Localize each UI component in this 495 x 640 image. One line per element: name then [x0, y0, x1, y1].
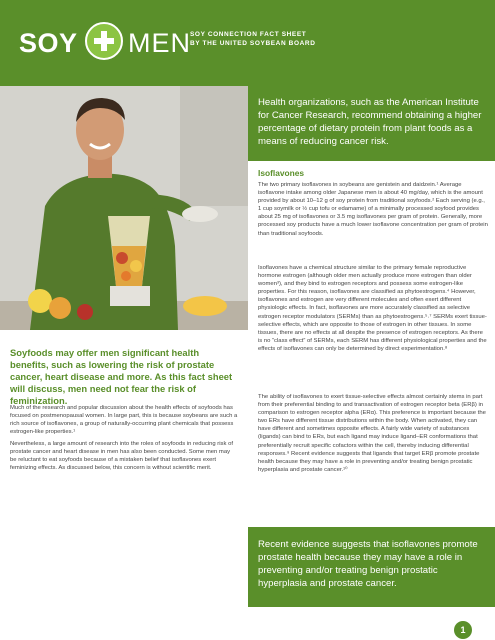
callout-top-text: Health organizations, such as the American Institute for Cancer Research, recommend obtaining a higher percentage of dietary protein from plant foods as a means of reducing cancer risk. [258, 97, 482, 147]
left-heading: Soyfoods may offer men significant health benefits, such as lowering the risk of prostate cancer, heart disease and more. As this fact sheet will discuss, men need not fear the risk of feminization. [10, 347, 233, 407]
factsheet-subtitle [190, 30, 316, 48]
plus-logo-icon [85, 22, 123, 60]
logo-men-text: MEN [128, 28, 191, 58]
paragraph-estrogen-receptors: The ability of isoflavones to exert tissue-selective effects almost certainly stems in part from their preferential binding to and transactivation of estrogen receptor beta (ERβ) in comparison to estrogen receptor alpha (ERα). This preference is important because the two ERs have different tissue distributions within the body. When activated, they can have different and sometimes opposite effects. A fairly wide variety of substances (ligands) can bind to ERs, but each ligand may induce ligand–ER conformations that preferentially recruit specific cofactors within the cell, thereby inducing differential responses.⁹ Recent evidence suggests that ligands that target ERβ promote prostate health because they may have a role in preventing and/or treating benign prostatic hyperplasia and prostate cancer.¹⁰ [258, 394, 486, 473]
man-with-blender-illustration [0, 86, 248, 330]
logo-soy-text: SOY [19, 28, 78, 58]
section-title-isoflavones: Isoflavones [258, 168, 305, 178]
paragraph-isoflavones-serms: Isoflavones have a chemical structure similar to the primary female reproductive hormone estrogen (although older men actually produce more estrogen than older women³), and they bind to estrogen receptors and possess some estrogen-like properties. For this reason, isoflavones are classified as phytoestrogens.⁴ However, isoflavones and estrogen are very different molecules and often exert different physiologic effects. In fact, isoflavones are more accurately classified as selective estrogen receptor modulators (SERMs) than as phytoestrogens.⁵˒⁷ SERMs exert tissue-selective effects, which are opposite to those of estrogen in other tissues. In some tissues, there are no effects at all despite the presence of estrogen receptors. As there is no “class effect” of SERMs, each SERM has different physiological properties and the effects of isoflavones can only be determined by direct experimentation.⁸ [258, 265, 487, 352]
factsheet-line-1: SOY CONNECTION FACT SHEET [190, 31, 307, 38]
page-number-badge: 1 [454, 621, 472, 639]
hero-photo [0, 86, 248, 330]
paragraph-research-women: Much of the research and popular discussion about the health effects of soyfoods has focused on postmenopausal women. In large part, this is because soybeans are such a rich source of isoflavones, a group of naturally-occurring plant chemicals that possess estrogen-like properties.¹ [10, 405, 238, 436]
paragraph-research-men: Nevertheless, a large amount of research into the roles of soyfoods in reducing risk of prostate cancer and heart disease in men has also been conducted. Some men may be reluctant to eat soyfoods because of a mistaken belief that isoflavones exert feminizing effects. As discussed below, this concern is without scientific merit. [10, 441, 233, 472]
header-banner [0, 0, 495, 86]
callout-top [248, 86, 495, 161]
factsheet-line-2: BY THE UNITED SOYBEAN BOARD [190, 40, 316, 47]
callout-bottom [248, 527, 495, 607]
callout-bottom-text: Recent evidence suggests that isoflavones promote prostate health because they may have a role in preventing and/or treating benign prostatic hyperplasia and prostate cancer. [258, 539, 478, 589]
paragraph-isoflavones-intake: The two primary isoflavones in soybeans are genistein and daidzein.¹ Average isoflavone intake among older Japanese men is about 40 mg/day, which is the amount provided by about 10–12 g of soy protein from traditional soyfoods.² Each serving (e.g., 1 cup soymilk or ½ cup tofu or edamame) of a minimally processed soyfood provides about 25 mg of isoflavones or 3.5 mg isoflavones per gram of protein. Generally, more processed soy products have a much lower isoflavone concentration per gram of protein than traditional soyfoods. [258, 182, 488, 237]
